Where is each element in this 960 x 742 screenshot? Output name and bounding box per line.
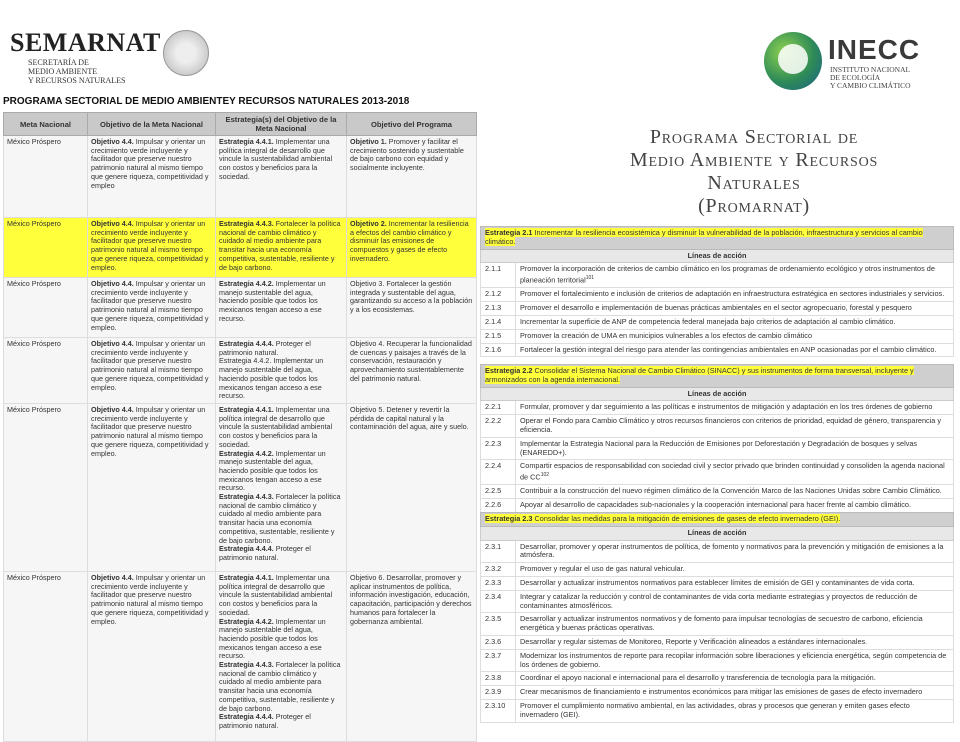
action-line-number: 2.2.5 <box>485 486 502 496</box>
strategy-label: Estrategia 2.1 <box>485 228 533 237</box>
cell-meta <box>4 218 88 278</box>
strategy-block <box>480 226 954 357</box>
strategy-header <box>480 226 954 250</box>
estrategia-entry <box>219 713 343 730</box>
estrategia-label: Estrategia 4.4.2. <box>219 448 274 458</box>
promarnat-title-line: (Promarnat) <box>698 195 810 217</box>
col-header-estrategias: Estrategia(s) del Objetivo de la Meta Nacional <box>216 113 347 136</box>
action-line-cell <box>515 438 953 460</box>
estrategia-entry <box>219 545 343 562</box>
strategy-label: Estrategia 2.3 <box>485 514 533 523</box>
action-line-number: 2.2.4 <box>485 461 502 471</box>
inecc-sub-line: DE ECOLOGÍA <box>830 73 881 82</box>
objetivo-text: Impulsar y orientar un crecimiento verde incluyente y facilitador que preserve nuestro patrimonio natural al mismo tiempo que genere riqueza, competitividad y empleo <box>91 137 209 190</box>
action-line-number: 2.3.2 <box>485 564 502 574</box>
cell-estrategias <box>216 572 347 742</box>
action-line-row <box>480 316 954 330</box>
alignment-table <box>3 112 477 742</box>
strategy-label: Estrategia 2.2 <box>485 366 533 375</box>
action-line-number: 2.2.3 <box>485 438 502 448</box>
promarnat-title-line: Programa Sectorial de <box>649 126 859 148</box>
action-line-row <box>480 415 954 438</box>
estrategia-text: Implementar una política integral de desarrollo que vincule la sustentabilidad ambiental con costos y beneficios para la sociedad. <box>219 137 333 181</box>
action-line-row <box>480 613 954 636</box>
estrategia-text: Fortalecer la política nacional de cambio climático y cuidado al medio ambiente para transitar hacia una economía competitiva, sustentable, resiliente y de bajo carbono. <box>219 219 341 272</box>
cell-programa <box>347 136 477 218</box>
estrategia-entry <box>219 493 343 545</box>
action-line-text: Desarrollar, promover y operar instrumentos de política, de fomento y normativos para la prevención y mitigación de emisiones a la atmósfera. <box>520 541 944 560</box>
cell-meta <box>4 338 88 404</box>
table-header-row <box>4 113 477 136</box>
strategy-highlight <box>485 366 914 384</box>
meta-text: México Próspero <box>7 137 61 146</box>
action-line-text: Incrementar la superficie de ANP de competencia federal manejada bajo criterios de adaptación al cambio climático. <box>520 317 896 326</box>
action-line-text: Apoyar al desarrollo de capacidades sub-nacionales y la cooperación internacional para hacer frente al cambio climático. <box>520 500 912 510</box>
objetivo-label: Objetivo 4.4. <box>91 339 134 348</box>
estrategia-text: Implementar un manejo sustentable del agua, haciendo posible que todos los mexicanos tengan acceso a ese recurso. <box>219 448 326 493</box>
action-line-row <box>480 344 954 358</box>
action-line-row <box>480 460 954 485</box>
cell-objetivo <box>88 572 216 742</box>
action-line-number: 2.2.2 <box>485 416 502 426</box>
table-row <box>4 572 477 742</box>
action-line-row <box>480 650 954 673</box>
objetivo-text: Impulsar y orientar un crecimiento verde incluyente y facilitador que preserve nuestro patrimonio natural al mismo tiempo que genere riqueza, competitividad y empleo. <box>91 573 209 626</box>
action-line-number: 2.3.7 <box>485 650 502 660</box>
objetivo-text: Impulsar y orientar un crecimiento verde incluyente y facilitador que preserve nuestro patrimonio natural al mismo tiempo que genere riqueza, competitividad y empleo. <box>91 219 209 272</box>
objetivo-text: Impulsar y orientar un crecimiento verde incluyente y facilitador que preserve nuestro patrimonio natural al mismo tiempo que genere riqueza, competitividad y empleo. <box>91 405 209 458</box>
cell-programa <box>347 278 477 338</box>
estrategia-text: Implementar una política integral de desarrollo que vincule la sustentabilidad ambiental con costos y beneficios para la sociedad. <box>219 573 333 617</box>
cell-meta <box>4 136 88 218</box>
action-line-number: 2.3.1 <box>485 541 502 551</box>
action-line-row <box>480 302 954 316</box>
semarnat-sub-line: Y RECURSOS NATURALES <box>28 76 126 85</box>
action-line-cell <box>515 263 953 287</box>
estrategia-entry <box>219 220 343 272</box>
cell-meta <box>4 572 88 742</box>
action-line-cell <box>515 613 953 635</box>
action-line-cell <box>515 700 953 722</box>
col-header-objetivo: Objetivo de la Meta Nacional <box>88 113 216 136</box>
inecc-leaf-icon <box>764 32 822 90</box>
action-line-text: Integrar y catalizar la reducción y control de contaminantes de vida corta mediante estrategias y proyectos de reducción de contaminantes atmosféricos. <box>520 591 918 610</box>
estrategia-label: Estrategia 4.4.1. <box>219 137 274 146</box>
action-line-cell <box>515 401 953 414</box>
strategy-text: Consolidar las medidas para la mitigación de emisiones de gases de efecto invernadero (GEI). <box>532 514 841 523</box>
action-line-cell <box>515 499 953 512</box>
estrategia-entry <box>219 340 343 357</box>
cell-programa <box>347 218 477 278</box>
action-line-text: Desarrollar y actualizar instrumentos normativos y de fomento para impulsar tecnologías de secuestro de carbono, eficiencia energética y buenas prácticas operativas. <box>520 614 923 633</box>
action-line-row <box>480 499 954 513</box>
action-line-text: Desarrollar y actualizar instrumentos normativos para establecer límites de emisión de GEI y contaminantes de vida corta. <box>520 577 915 587</box>
estrategia-label: Estrategia 4.4.3. <box>219 219 274 228</box>
cell-estrategias <box>216 278 347 338</box>
left-document-title: PROGRAMA SECTORIAL DE MEDIO AMBIENTEY RECURSOS NATURALES 2013-2018 <box>3 96 410 107</box>
objetivo-label: Objetivo 4.4. <box>91 137 134 146</box>
inecc-logo-name: INECC <box>828 34 921 65</box>
programa-text: Promover y facilitar el crecimiento sostenido y sustentable de bajo carbono con equidad y socialmente incluyente. <box>350 137 464 173</box>
table-row <box>4 136 477 218</box>
programa-label: Objetivo 1. <box>350 137 387 146</box>
action-line-number: 2.1.1 <box>485 264 502 274</box>
estrategia-entry <box>219 357 343 401</box>
estrategia-entry <box>219 138 343 182</box>
action-line-number: 2.1.3 <box>485 303 502 313</box>
action-line-text: Compartir espacios de responsabilidad con sociedad civil y sector privado que brinden continuidad y consoliden la agenda nacional de CC <box>520 461 945 482</box>
action-line-text: Implementar la Estrategia Nacional para la Reducción de Emisiones por Deforestación y Degradación de bosques y selvas (ENAREDD+). <box>520 438 918 457</box>
estrategia-text: Proteger el patrimonio natural. <box>219 339 311 357</box>
action-line-text: Promover la creación de UMA en municipios vulnerables a los efectos de cambio climático <box>520 330 813 340</box>
action-line-row <box>480 485 954 499</box>
promarnat-title <box>584 126 924 218</box>
action-line-cell <box>515 485 953 498</box>
cell-estrategias <box>216 338 347 404</box>
action-line-number: 2.3.8 <box>485 673 502 683</box>
objetivo-label: Objetivo 4.4. <box>91 219 134 228</box>
semarnat-sub-line: SECRETARÍA DE <box>28 58 89 67</box>
strategy-block <box>480 512 954 723</box>
col-header-meta: Meta Nacional <box>4 113 88 136</box>
meta-text: México Próspero <box>7 339 61 348</box>
action-line-number: 2.1.4 <box>485 317 502 326</box>
cell-objetivo <box>88 218 216 278</box>
promarnat-title-line: Medio Ambiente y Recursos Naturales <box>629 149 879 194</box>
strategy-header <box>480 512 954 527</box>
meta-text: México Próspero <box>7 279 61 288</box>
table-row <box>4 338 477 404</box>
action-line-cell <box>515 686 953 699</box>
table-row <box>4 278 477 338</box>
estrategia-label: Estrategia 4.4.2. <box>219 279 274 288</box>
estrategia-text: Implementar un manejo sustentable del agua, haciendo posible que todos los mexicanos tengan acceso a ese recurso. <box>219 279 326 323</box>
estrategia-text: Fortalecer la política nacional de cambio climático y cuidado al medio ambiente para transitar hacia una economía competitiva, sustentable, resiliente y de bajo carbono. <box>219 492 341 545</box>
action-line-row <box>480 672 954 686</box>
lineas-de-accion-header: Líneas de acción <box>480 527 954 541</box>
action-line-cell <box>515 288 953 301</box>
action-line-number: 2.3.3 <box>485 577 502 587</box>
action-line-text: Fortalecer la gestión integral del riesgo para atender las contingencias ambientales en ANP ocasionadas por el cambio climático. <box>520 344 937 354</box>
action-line-number: 2.3.6 <box>485 636 502 646</box>
action-line-number: 2.1.2 <box>485 289 502 299</box>
action-line-cell <box>515 344 953 357</box>
action-line-cell <box>515 591 953 613</box>
action-line-row <box>480 700 954 723</box>
action-line-cell <box>515 577 953 590</box>
action-line-text: Modernizar los instrumentos de reporte para recopilar información sobre liberaciones y eficiencia energética, según competencia de los órdenes de gobierno. <box>520 650 947 669</box>
action-line-text: Promover y regular el uso de gas natural vehicular. <box>520 564 685 574</box>
action-line-cell <box>515 415 953 437</box>
action-line-number: 2.2.1 <box>485 402 502 412</box>
objetivo-text: Impulsar y orientar un crecimiento verde incluyente y facilitador que preserve nuestro patrimonio natural al mismo tiempo que genere riqueza, competitividad y empleo. <box>91 279 209 332</box>
action-line-text: Formular, promover y dar seguimiento a las políticas e instrumentos de mitigación y adaptación en los tres órdenes de gobierno <box>520 402 933 412</box>
action-line-text: Desarrollar y regular sistemas de Monitoreo, Reporte y Verificación alineados a estándares internacionales. <box>520 636 868 646</box>
action-line-cell <box>515 650 953 672</box>
programa-text: Objetivo 5. Detener y revertir la pérdida de capital natural y la contaminación del agua, aire y suelo. <box>350 405 469 432</box>
col-header-programa: Objetivo del Programa <box>347 113 477 136</box>
estrategia-text: Proteger el patrimonio natural. <box>219 712 311 730</box>
action-line-row <box>480 438 954 461</box>
estrategia-entry <box>219 450 343 494</box>
cell-estrategias <box>216 218 347 278</box>
estrategia-label: Estrategia 4.4.2. <box>219 616 274 626</box>
semarnat-sub-line: MEDIO AMBIENTE <box>28 67 98 76</box>
estrategia-text: Implementar una política integral de desarrollo que vincule la sustentabilidad ambiental con costos y beneficios para la sociedad. <box>219 405 333 449</box>
estrategia-label: Estrategia 4.4.3. <box>219 660 274 670</box>
strategy-highlight <box>485 514 840 523</box>
action-line-number: 2.3.5 <box>485 614 502 624</box>
action-line-cell <box>515 302 953 315</box>
cell-meta <box>4 278 88 338</box>
cell-estrategias <box>216 404 347 572</box>
cell-objetivo <box>88 338 216 404</box>
action-line-row <box>480 577 954 591</box>
action-line-row <box>480 263 954 288</box>
action-line-text: Crear mecanismos de financiamiento e instrumentos económicos para mitigar las emisiones de gases de efecto invernadero <box>520 687 923 697</box>
objetivo-text: Impulsar y orientar un crecimiento verde incluyente y facilitador que preserve nuestro patrimonio natural al mismo tiempo que genere riqueza, competitividad y empleo. <box>91 339 209 392</box>
action-line-text: Operar el Fondo para Cambio Climático y otros recursos financieros con criterios de prioridad, equidad de género, transparencia y eficiencia. <box>520 416 941 434</box>
action-line-number: 2.1.5 <box>485 330 502 340</box>
action-line-text: Contribuir a la construcción del nuevo régimen climático de la Convención Marco de las Naciones Unidas sobre Cambio Climático. <box>520 486 942 496</box>
programa-label: Objetivo 2. <box>350 219 387 228</box>
objetivo-label: Objetivo 4.4. <box>91 279 134 288</box>
cell-meta <box>4 404 88 572</box>
meta-text: México Próspero <box>7 219 61 228</box>
objetivo-label: Objetivo 4.4. <box>91 405 134 414</box>
cell-programa <box>347 404 477 572</box>
cell-objetivo <box>88 404 216 572</box>
estrategia-entry <box>219 661 343 713</box>
action-line-cell <box>515 636 953 649</box>
estrategia-entry <box>219 280 343 324</box>
action-line-cell <box>515 330 953 343</box>
cell-objetivo <box>88 278 216 338</box>
action-line-number: 2.2.6 <box>485 500 502 510</box>
programa-text: Objetivo 4. Recuperar la funcionalidad de cuencas y paisajes a través de la conservación, restauración y aprovechamiento sustentablemente del patrimonio natural. <box>350 339 472 383</box>
table-row <box>4 404 477 572</box>
action-line-cell <box>515 672 953 685</box>
lineas-de-accion-header: Líneas de acción <box>480 388 954 402</box>
estrategia-text: Implementar un manejo sustentable del agua, haciendo posible que todos los mexicanos tengan acceso a ese recurso. <box>219 616 326 661</box>
lineas-de-accion-header: Líneas de acción <box>480 250 954 264</box>
action-line-number: 2.3.4 <box>485 591 502 601</box>
action-line-row <box>480 686 954 700</box>
estrategia-label: Estrategia 4.4.1. <box>219 405 274 414</box>
strategy-block <box>480 364 954 513</box>
estrategia-entry <box>219 406 343 450</box>
estrategia-label: Estrategia 4.4.4. <box>219 339 274 348</box>
programa-text: Objetivo 6. Desarrollar, promover y aplicar instrumentos de política, información investigación, educación, capacitación, participación y derechos humanos para fortalecer la gobernanza ambiental. <box>350 573 472 626</box>
action-line-row <box>480 330 954 344</box>
estrategia-text: Fortalecer la política nacional de cambio climático y cuidado al medio ambiente para transitar hacia una economía competitiva, sustentable, resiliente y de bajo carbono. <box>219 660 341 713</box>
cell-objetivo <box>88 136 216 218</box>
action-line-cell <box>515 460 953 484</box>
action-line-number: 2.1.6 <box>485 344 502 354</box>
objetivo-label: Objetivo 4.4. <box>91 573 134 582</box>
estrategia-entry <box>219 574 343 618</box>
action-line-text: Coordinar el apoyo nacional e internacional para el desarrollo y transferencia de tecnología para la mitigación. <box>520 673 876 683</box>
action-line-row <box>480 288 954 302</box>
cell-programa <box>347 572 477 742</box>
action-line-row <box>480 591 954 614</box>
strategy-text: Incrementar la resiliencia ecosistémica y disminuir la vulnerabilidad de la población, infraestructura y servicios al cambio climático. <box>485 228 923 246</box>
inecc-sub-line: INSTITUTO NACIONAL <box>830 65 911 74</box>
inecc-sub-line: Y CAMBIO CLIMÁTICO <box>830 81 911 90</box>
strategy-text: Consolidar el Sistema Nacional de Cambio Climático (SINACC) y sus instrumentos de forma transversal, incluyente y armonizados con la agenda internacional. <box>485 366 914 384</box>
estrategia-label: Estrategia 4.4.4. <box>219 712 274 722</box>
cell-estrategias <box>216 136 347 218</box>
estrategia-label: Estrategia 4.4.4. <box>219 544 274 554</box>
meta-text: México Próspero <box>7 573 61 582</box>
action-line-row <box>480 401 954 415</box>
semarnat-logo-name: SEMARNAT <box>10 28 161 57</box>
action-line-text: Promover el cumplimiento normativo ambiental, en las actividades, obras y procesos que generan y emiten gases efecto invernadero (GEI). <box>520 700 910 719</box>
programa-text: Objetivo 3. Fortalecer la gestión integrada y sustentable del agua, garantizando su acceso a la población y a los ecosistemas. <box>350 279 473 315</box>
action-line-row <box>480 541 954 564</box>
table-row <box>4 218 477 278</box>
strategy-header <box>480 364 954 388</box>
action-line-cell <box>515 541 953 563</box>
mexican-seal-icon <box>163 30 209 76</box>
action-line-row <box>480 563 954 577</box>
action-line-text: Promover la incorporación de criterios de cambio climático en los programas de ordenamiento ecológico y otros instrumentos de planeación territorial <box>520 264 935 285</box>
action-line-cell <box>515 316 953 329</box>
estrategia-entry <box>219 618 343 662</box>
action-line-number: 2.3.10 <box>485 700 506 710</box>
estrategia-text: Proteger el patrimonio natural. <box>219 544 311 562</box>
meta-text: México Próspero <box>7 405 61 414</box>
action-line-text: Promover el desarrollo e implementación de buenas prácticas ambientales en el sector agropecuario, forestal y pesquero <box>520 303 912 313</box>
footnote-ref: 101 <box>585 275 595 282</box>
inecc-logo-subtitle <box>830 66 911 90</box>
cell-programa <box>347 338 477 404</box>
semarnat-logo-subtitle <box>28 58 138 85</box>
footnote-ref: 102 <box>540 472 550 479</box>
inecc-logo <box>764 32 954 90</box>
action-line-text: Promover el fortalecimiento e inclusión de criterios de adaptación en infraestructura estratégica en sectores industriales y servicios. <box>520 289 945 299</box>
estrategia-label: Estrategia 4.4.3. <box>219 492 274 502</box>
estrategia-label: Estrategia 4.4.1. <box>219 573 274 582</box>
action-line-cell <box>515 563 953 576</box>
action-line-row <box>480 636 954 650</box>
action-line-number: 2.3.9 <box>485 687 502 697</box>
programa-text: Incrementar la resiliencia a efectos del cambio climático y disminuir las emisiones de compuestos y gases de efecto invernadero. <box>350 219 469 263</box>
estrategia-text: Estrategia 4.4.2. Implementar un manejo sustentable del agua, haciendo posible que todos los mexicanos tengan acceso a ese recurso. <box>219 356 324 401</box>
strategy-highlight <box>485 228 923 246</box>
